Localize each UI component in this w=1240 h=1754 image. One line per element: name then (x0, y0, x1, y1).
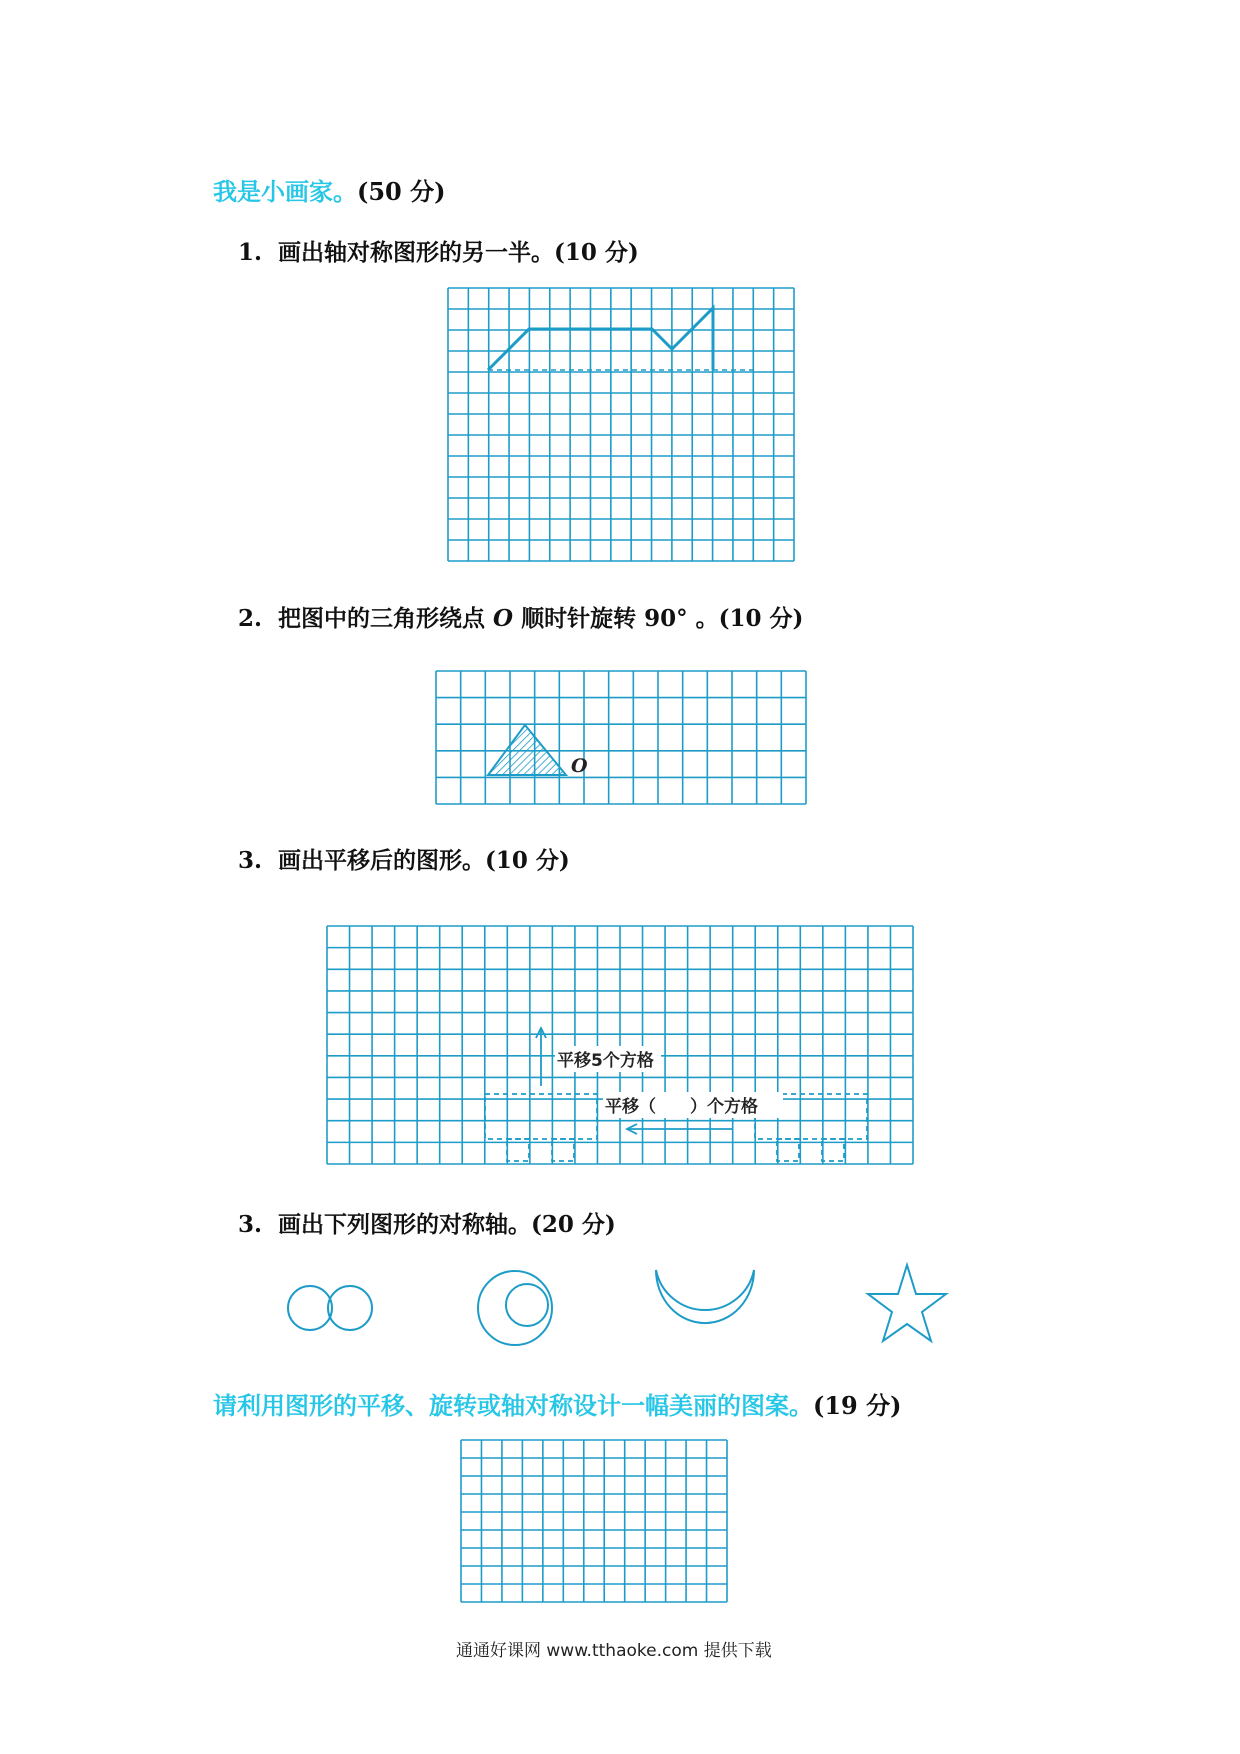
question-text: 画出平移后的图形。(10 分) (278, 847, 570, 874)
question-1 (238, 234, 639, 267)
point-o: O (493, 605, 514, 632)
question-number: 2. (238, 605, 263, 632)
arrow-up-label: 平移5个方格 (557, 1051, 654, 1071)
section-title: 请利用图形的平移、旋转或轴对称设计一幅美丽的图案。 (213, 1391, 813, 1420)
shapes-row (280, 1258, 960, 1358)
arrow-left-label: 平移（ ）个方格 (605, 1097, 758, 1117)
half-figure (488, 308, 713, 370)
crescent-moon-icon[interactable] (656, 1270, 754, 1323)
page-footer: 通通好课网 www.tthaoke.com 提供下载 (456, 1641, 772, 1661)
section-heading-design (213, 1386, 901, 1421)
question-text-before: 把图中的三角形绕点 (278, 605, 486, 632)
section-score: (50 分) (357, 177, 446, 206)
question-text-after: 顺时针旋转 90° 。(10 分) (521, 605, 804, 632)
point-o-label: O (571, 755, 588, 777)
section-score: (19 分) (813, 1391, 902, 1420)
question-text: 画出轴对称图形的另一半。(10 分) (278, 239, 639, 266)
question-2 (238, 600, 803, 633)
question-number: 1. (238, 239, 263, 266)
grid-translation[interactable] (327, 926, 913, 1164)
crescent-circle-icon[interactable] (478, 1271, 552, 1345)
double-circle-icon[interactable] (288, 1286, 372, 1330)
section-heading-painter (213, 172, 445, 207)
grid-axis-symmetry[interactable] (448, 288, 794, 561)
question-number: 3. (238, 1211, 263, 1238)
question-4 (238, 1206, 616, 1239)
section-title: 我是小画家。 (213, 177, 357, 206)
question-number: 3. (238, 847, 263, 874)
question-3 (238, 842, 570, 875)
star-icon[interactable] (868, 1265, 946, 1341)
dashed-figure-left (485, 1094, 597, 1161)
grid-design[interactable] (461, 1440, 727, 1602)
grid-rotation[interactable] (436, 671, 806, 804)
question-text: 画出下列图形的对称轴。(20 分) (278, 1211, 616, 1238)
